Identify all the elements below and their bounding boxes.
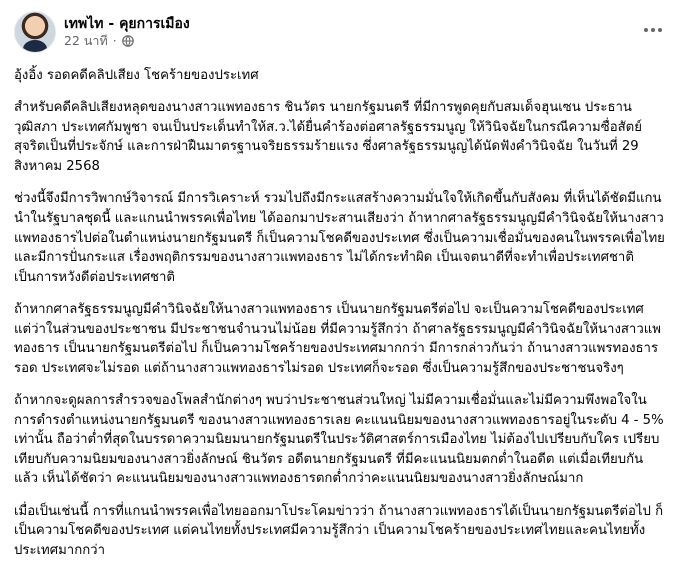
post-paragraph: สำหรับคดีคลิปเสียงหลุดของนางสาวแพทองธาร ชินวัตร นายกรัฐมนตรี ที่มีการพูดคุยกับสมเด็จฮุนเซน ประธานวุฒิสภา ประเทศกัมพูชา จนเป็นประเด็นทำให้ส.ว.ได้ยื่นคำร้องต่อศาลรัฐธรรมนูญ ให้วินิจฉัยในกรณีความซื่อสัตย์สุจริตเป็นที่ประจักษ์ และการฝ่าฝืนมาตรฐานจริยธรรมร้ายแรง ซึ่งศาลรัฐธรรมนูญได้นัดฟังคำวินิจฉัย ในวันที่ 29 สิงหาคม 2568 [14, 100, 642, 175]
post-paragraph: ช่วงนี้จึงมีการวิพากษ์วิจารณ์ มีการวิเคราะห์ รวมไปถึงมีกระแสสร้างความมั่นใจให้เกิดขึ้นกับสังคม ที่เห็นได้ชัดมีแกนนำในรัฐบาลชุดนี้ และแกนนำพรรคเพื่อไทย ได้ออกมาประสานเสียงว่า ถ้าหากศาลรัฐธรรมนูญมีคำวินิจฉัยให้นางสาวแพทองธารไปต่อในตำแหน่งนายกรัฐมนตรี ก็เป็นความโชคดีของประเทศ ซึ่งเป็นความเชื่อมั่นของคนในพรรคเพื่อไทย และมีการปั่นกระแส เรื่องพฤติกรรมของนางสาวแพทองธาร ไม่ได้กระทำผิด เป็นเจตนาดีที่จะทำเพื่อประเทศชาติ เป็นการหวังดีต่อประเทศชาติ [14, 191, 665, 285]
more-options-icon[interactable] [637, 18, 669, 42]
post-body [14, 66, 669, 561]
post-paragraph: ถ้าหากจะดูผลการสำรวจของโพลสำนักต่างๆ พบว่าประชาชนส่วนใหญ่ ไม่มีความเชื่อมั่นและไม่มีความพึงพอใจในการดำรงตำแหน่งนายกรัฐมนตรี ของนางสาวแพทองธารเลย คะแนนนิยมของนางสาวแพทองธารอยู่ในระดับ 4 - 5% เท่านั้น ถือว่าต่ำที่สุดในบรรดาความนิยมนายกรัฐมนตรีในประวัติศาสตร์การเมืองไทย ไม่ต้องไปเปรียบกับใคร เปรียบเทียบกับความนิยมของนางสาวยิ่งลักษณ์ ชินวัตร อดีตนายกรัฐมนตรี ที่มีคะแนนนิยมตกต่ำในอดีต แต่เมื่อเทียบกันแล้ว เห็นได้ชัดว่า คะแนนนิยมของนางสาวแพทองธารตกต่ำกว่าคะแนนนิยมของนางสาวยิ่งลักษณ์มาก [14, 393, 664, 487]
post-paragraph: ถ้าหากศาลรัฐธรรมนูญมีคำวินิจฉัยให้นางสาวแพทองธาร เป็นนายกรัฐมนตรีต่อไป จะเป็นความโชคดีของประเทศ แต่ว่าในส่วนของประชาชน มีประชาชนจำนวนไม่น้อย ที่มีความรู้สึกว่า ถ้าศาลรัฐธรรมนูญมีคำวินิจฉัยให้นางสาวแพทองธาร เป็นนายกรัฐมนตรีต่อไป ก็เป็นความโชคร้ายของประเทศมากกว่า มีการกล่าวกันว่า ถ้านางสาวแพรทองธารรอด ประเทศจะไม่รอด แต่ถ้านางสาวแพทองธารไม่รอด ประเทศก็จะรอด ซึ่งเป็นความรู้สึกของประชาชนจริงๆ [14, 302, 661, 376]
post-time-row [64, 33, 190, 49]
author-avatar[interactable] [14, 11, 56, 53]
post-header [14, 12, 669, 52]
post-paragraph: เมื่อเป็นเช่นนี้ การที่แกนนำพรรคเพื่อไทยออกมาโประโคมข่าวว่า ถ้านางสาวแพทองธารได้เป็นนายกรัฐมนตรีต่อไป ก็เป็นความโชคดีของประเทศ แต่คนไทยทั้งประเทศมีความรู้สึกว่า เป็นความโชคร้ายของประเทศไทยและคนไทยทั้งประเทศมากกว่า [14, 503, 664, 558]
post-timestamp[interactable]: 22 นาที [64, 33, 108, 48]
post-paragraph-headline: อุ้งอิ้ง รอดคดีคลิปเสียง โชคร้ายของประเทศ [14, 68, 259, 83]
time-separator: · [112, 33, 117, 48]
post-meta [64, 15, 190, 49]
globe-icon[interactable] [122, 35, 134, 47]
author-name[interactable]: เทพไท - คุยการเมือง [64, 16, 190, 32]
